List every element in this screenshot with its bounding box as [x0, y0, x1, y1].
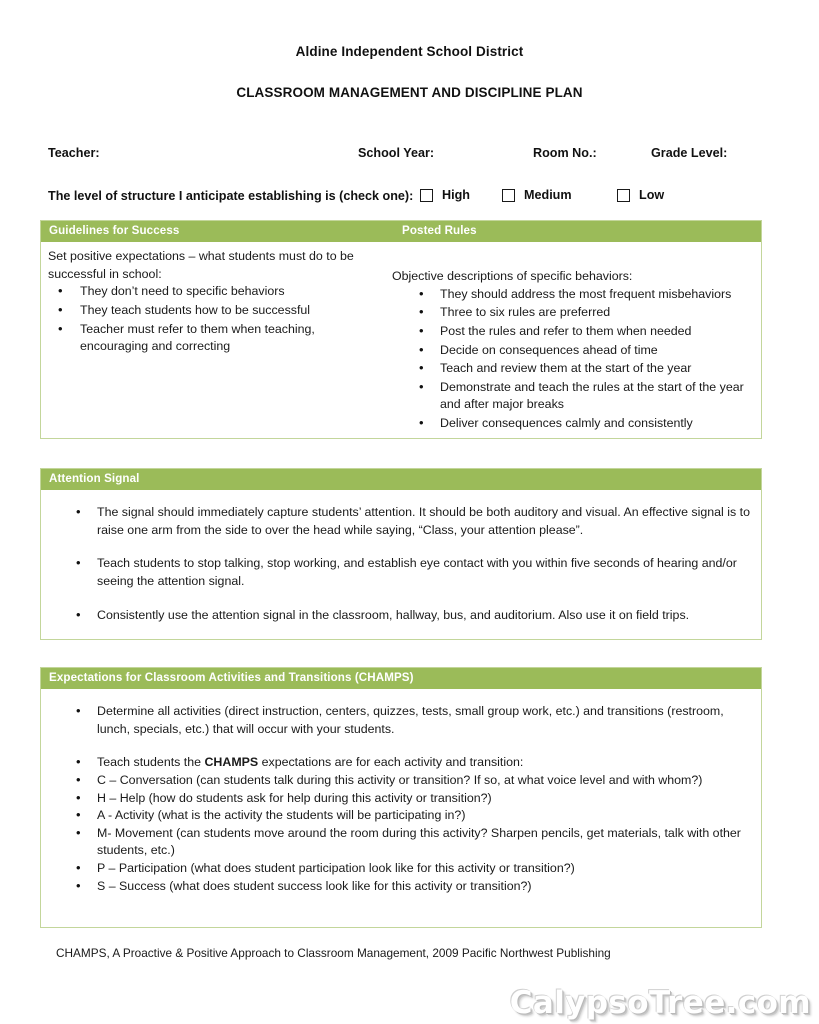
section-header-guidelines-for-success: Guidelines for Success [49, 224, 180, 237]
section-body-attention-signal [41, 490, 761, 632]
list-item: • Deliver consequences calmly and consistently [392, 415, 753, 433]
list-item: • They don’t need to specific behaviors [48, 283, 380, 301]
structure-option-medium[interactable] [502, 188, 572, 202]
posted-rules-lead-text: Objective descriptions of specific behaviors: [392, 269, 633, 284]
champs-acronym: CHAMPS [204, 755, 259, 770]
section-champs-expectations [40, 667, 762, 928]
structure-option-high-label: High [442, 188, 470, 202]
document-title-block [0, 0, 819, 100]
list-item: • Teach students to stop talking, stop working, and establish eye contact with you within five seconds of hearing and/or seeing the attention signal. [49, 555, 751, 590]
list-item: • They teach students how to be successful [48, 302, 380, 320]
section-body-champs [41, 689, 761, 901]
room-no-field-label: Room No.: [533, 146, 597, 160]
structure-option-low[interactable] [617, 188, 664, 202]
posted-rules-bullet-list [392, 286, 753, 433]
checkbox-high[interactable] [420, 189, 433, 202]
structure-level-row [48, 188, 779, 210]
page-subtitle: CLASSROOM MANAGEMENT AND DISCIPLINE PLAN [236, 85, 583, 100]
column-guidelines-for-success [41, 242, 386, 357]
attention-signal-bullet-list [49, 504, 751, 624]
list-item: • They should address the most frequent misbehaviors [392, 286, 753, 304]
teach-line-after: expectations are for each activity and transition: [258, 755, 524, 770]
list-item: • Consistently use the attention signal in the classroom, hallway, bus, and auditorium. Also use it on field trips. [49, 607, 751, 625]
section-header-champs: Expectations for Classroom Activities and Transitions (CHAMPS) [41, 668, 761, 689]
section-attention-signal [40, 468, 762, 640]
structure-option-low-label: Low [639, 188, 665, 202]
list-item-teach-champs [49, 754, 751, 772]
list-item: • Teacher must refer to them when teaching, encouraging and correcting [48, 321, 380, 356]
structure-level-prompt: The level of structure I anticipate establishing is (check one): [48, 189, 414, 203]
guidelines-lead-text: Set positive expectations – what students must do to be successful in school: [48, 249, 354, 281]
list-item: • C – Conversation (can students talk during this activity or transition? If so, at what voice level and with whom?) [49, 772, 751, 790]
list-item: • Decide on consequences ahead of time [392, 342, 753, 360]
teacher-field-label: Teacher: [48, 146, 100, 160]
list-item: • The signal should immediately capture students’ attention. It should be both auditory and visual. An effective signal is to raise one arm from the side to over the head while saying, “Class, your attention please”. [49, 504, 751, 539]
school-year-field-label: School Year: [358, 146, 435, 160]
list-item: • A - Activity (what is the activity the students will be participating in?) [49, 807, 751, 825]
champs-intro-bullet-list [49, 703, 751, 738]
list-item: • Demonstrate and teach the rules at the start of the year and after major breaks [392, 379, 753, 414]
footer-citation: CHAMPS, A Proactive & Positive Approach to Classroom Management, 2009 Pacific Northwest Publishing [56, 946, 611, 960]
list-item: • Three to six rules are preferred [392, 304, 753, 322]
champs-letters-bullet-list [49, 754, 751, 895]
checkbox-low[interactable] [617, 189, 630, 202]
list-item: • H – Help (how do students ask for help during this activity or transition?) [49, 790, 751, 808]
section-header-attention-signal: Attention Signal [41, 469, 761, 490]
list-item: • Determine all activities (direct instruction, centers, quizzes, tests, small group work, etc.) and transitions (restroom, lunch, specials, etc.) that will occur with your students. [49, 703, 751, 738]
structure-option-medium-label: Medium [524, 188, 572, 202]
list-item: • M- Movement (can students move around the room during this activity? Sharpen pencils, get materials, talk with other students, etc.) [49, 825, 751, 860]
grade-level-field-label: Grade Level: [651, 146, 728, 160]
section-header-bar-guidelines [41, 221, 761, 242]
list-item: • S – Success (what does student success look like for this activity or transition?) [49, 878, 751, 896]
section-guidelines-and-posted-rules [40, 220, 762, 439]
list-item: • Teach and review them at the start of the year [392, 360, 753, 378]
teach-line-before: Teach students the [97, 755, 205, 770]
section-header-posted-rules: Posted Rules [402, 224, 477, 237]
guidelines-bullet-list [48, 283, 380, 355]
section-body-guidelines [41, 242, 761, 433]
column-posted-rules [386, 242, 761, 433]
page-title: Aldine Independent School District [295, 44, 524, 59]
list-item: • P – Participation (what does student participation look like for this activity or transition?) [49, 860, 751, 878]
watermark-calypsotree: CalypsoTree.com [509, 985, 811, 1021]
form-field-row [48, 146, 771, 166]
structure-option-high[interactable] [420, 188, 470, 202]
checkbox-medium[interactable] [502, 189, 515, 202]
list-item: • Post the rules and refer to them when needed [392, 323, 753, 341]
